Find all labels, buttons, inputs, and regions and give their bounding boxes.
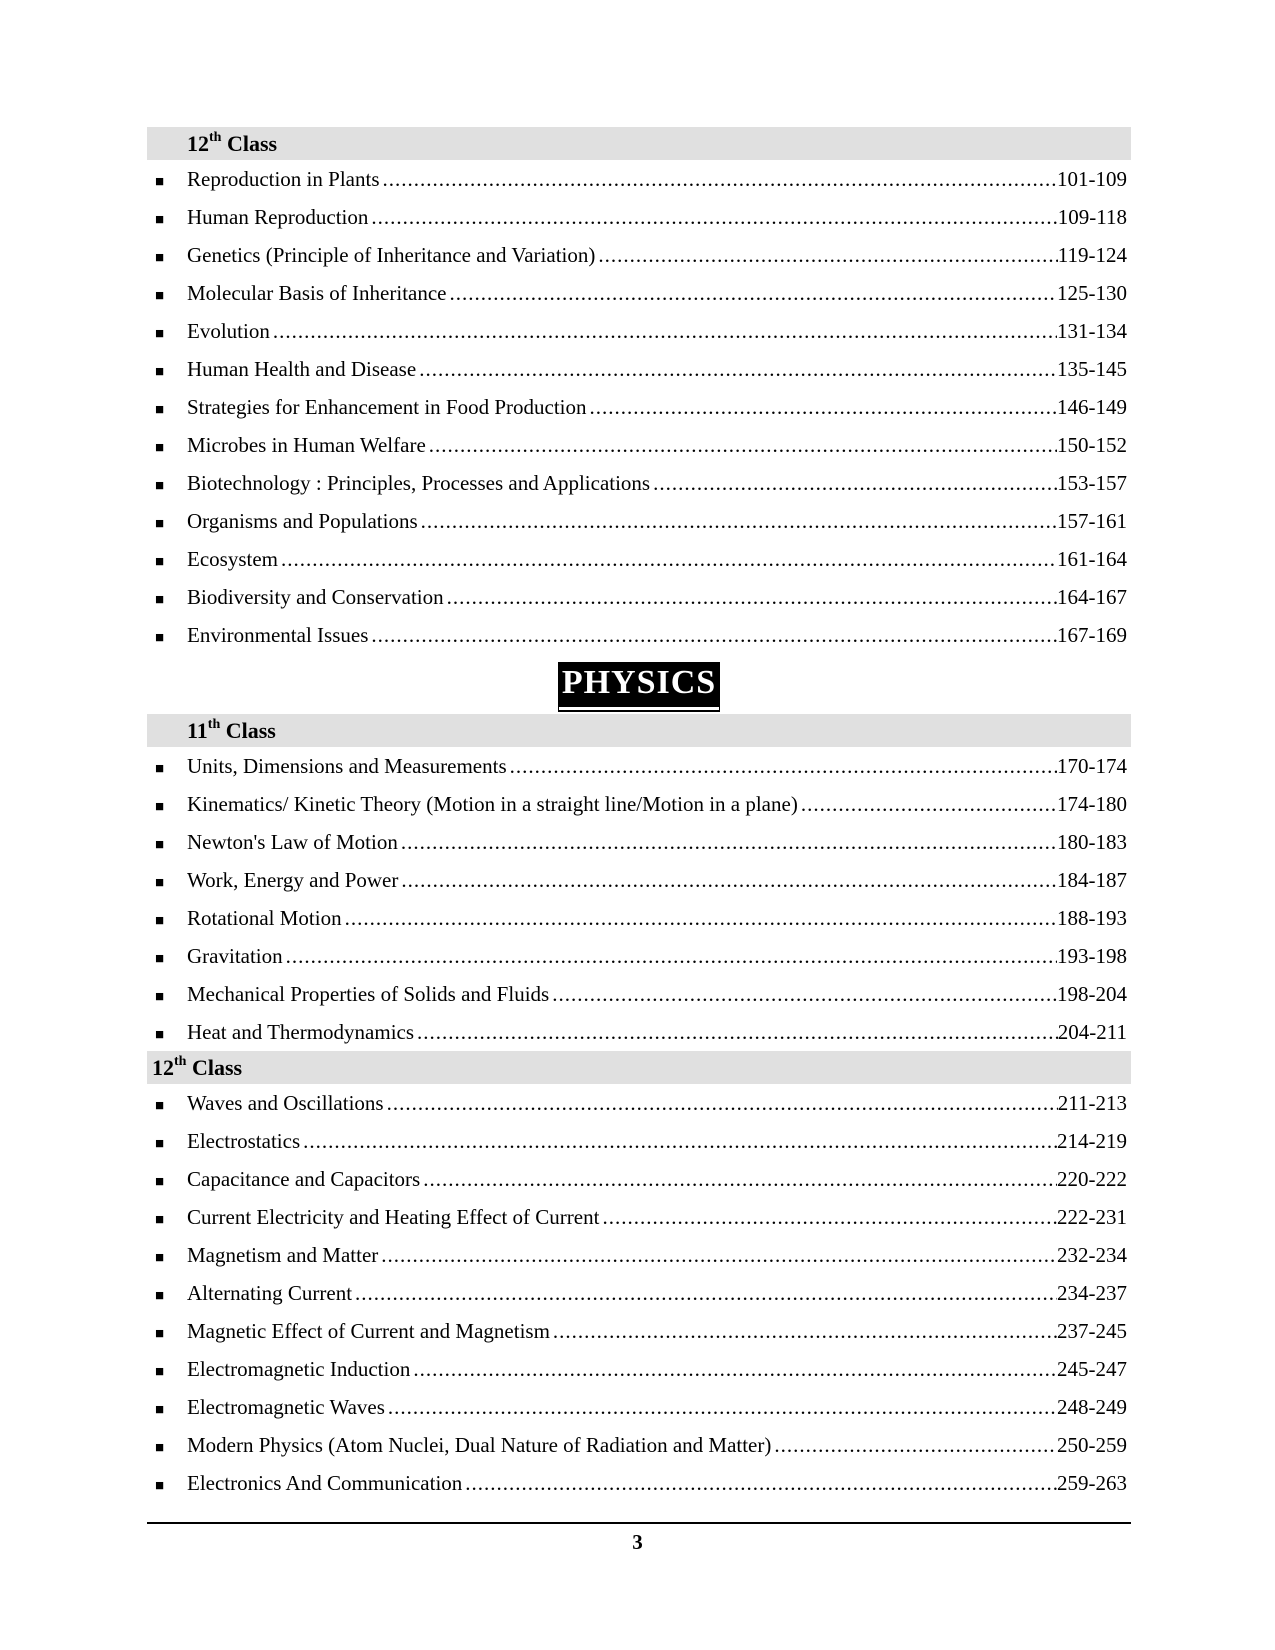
dot-leader xyxy=(599,1198,1057,1236)
footer-divider xyxy=(147,1522,1131,1524)
dot-leader xyxy=(426,426,1057,464)
toc-entry-title: Rotational Motion xyxy=(187,906,342,930)
toc-entry-title: Newton's Law of Motion xyxy=(187,830,398,854)
black-square-icon: ■ xyxy=(155,1326,165,1342)
black-square-icon: ■ xyxy=(155,364,165,380)
dot-leader xyxy=(384,1084,1058,1122)
toc-entry-title: Electrostatics xyxy=(187,1129,301,1153)
toc-entry-title: Organisms and Populations xyxy=(187,509,418,533)
toc-entry-pages: 174-180 xyxy=(1057,792,1127,816)
toc-entry-pages: 119-124 xyxy=(1057,243,1127,267)
toc-entry-pages: 157-161 xyxy=(1057,509,1127,533)
dot-leader xyxy=(385,1388,1057,1426)
toc-entry-pages: 131-134 xyxy=(1057,319,1127,343)
toc-entry xyxy=(147,1350,1131,1388)
dot-leader xyxy=(398,823,1057,861)
toc-entry-pages: 164-167 xyxy=(1057,585,1127,609)
black-square-icon: ■ xyxy=(155,250,165,266)
toc-entry-title: Electronics And Communication xyxy=(187,1471,463,1495)
black-square-icon: ■ xyxy=(155,1098,165,1114)
toc-entry-pages: 232-234 xyxy=(1057,1243,1127,1267)
toc-entry xyxy=(147,785,1131,823)
toc-entry-title: Microbes in Human Welfare xyxy=(187,433,426,457)
toc-entry xyxy=(147,426,1131,464)
toc-entry xyxy=(147,198,1131,236)
toc-entry-title: Evolution xyxy=(187,319,270,343)
toc-entry-pages: 101-109 xyxy=(1057,167,1127,191)
toc-entry-title: Work, Energy and Power xyxy=(187,868,399,892)
toc-entry-title: Units, Dimensions and Measurements xyxy=(187,754,507,778)
black-square-icon: ■ xyxy=(155,630,165,646)
dot-leader xyxy=(418,502,1057,540)
toc-entry-title: Heat and Thermodynamics xyxy=(187,1020,415,1044)
toc-entry-pages: 125-130 xyxy=(1057,281,1127,305)
toc-entry-pages: 237-245 xyxy=(1057,1319,1127,1343)
black-square-icon: ■ xyxy=(155,1288,165,1304)
toc-entry-pages: 188-193 xyxy=(1057,906,1127,930)
toc-entry-title: Human Reproduction xyxy=(187,205,369,229)
toc-entry xyxy=(147,823,1131,861)
toc-entry-title: Ecosystem xyxy=(187,547,278,571)
toc-entry xyxy=(147,350,1131,388)
dot-leader xyxy=(278,540,1057,578)
toc-entry-pages: 109-118 xyxy=(1057,205,1127,229)
toc-entry-pages: 167-169 xyxy=(1057,623,1127,647)
toc-entry xyxy=(147,464,1131,502)
toc-entry xyxy=(147,937,1131,975)
dot-leader xyxy=(420,1160,1057,1198)
black-square-icon: ■ xyxy=(155,837,165,853)
toc-entry-pages: 220-222 xyxy=(1057,1167,1127,1191)
toc-entry-pages: 211-213 xyxy=(1057,1091,1127,1115)
black-square-icon: ■ xyxy=(155,1478,165,1494)
dot-leader xyxy=(398,861,1057,899)
toc-entry-pages: 248-249 xyxy=(1057,1395,1127,1419)
toc-entry-pages: 222-231 xyxy=(1057,1205,1127,1229)
toc-entry xyxy=(147,274,1131,312)
toc-entry xyxy=(147,899,1131,937)
dot-leader xyxy=(462,1464,1057,1502)
dot-leader xyxy=(410,1350,1057,1388)
toc-entry-pages: 135-145 xyxy=(1057,357,1127,381)
toc-entry-pages: 150-152 xyxy=(1057,433,1127,457)
toc-list-physics-12 xyxy=(147,1084,1131,1502)
toc-entry-pages: 198-204 xyxy=(1057,982,1127,1006)
dot-leader xyxy=(798,785,1057,823)
page-number: 3 xyxy=(632,1530,643,1554)
dot-leader xyxy=(300,1122,1057,1160)
black-square-icon: ■ xyxy=(155,592,165,608)
dot-leader xyxy=(549,975,1057,1013)
class-heading-physics-11: 11th Class xyxy=(147,714,1131,747)
toc-entry xyxy=(147,312,1131,350)
black-square-icon: ■ xyxy=(155,516,165,532)
toc-entry xyxy=(147,1013,1131,1051)
subject-title: PHYSICS xyxy=(558,662,720,707)
dot-leader xyxy=(270,312,1057,350)
toc-entry-pages: 170-174 xyxy=(1057,754,1127,778)
black-square-icon: ■ xyxy=(155,402,165,418)
toc-entry-title: Reproduction in Plants xyxy=(187,167,380,191)
toc-entry-title: Strategies for Enhancement in Food Production xyxy=(187,395,587,419)
black-square-icon: ■ xyxy=(155,478,165,494)
black-square-icon: ■ xyxy=(155,1402,165,1418)
toc-entry-title: Current Electricity and Heating Effect of Current xyxy=(187,1205,600,1229)
toc-entry-pages: 234-237 xyxy=(1057,1281,1127,1305)
toc-entry-title: Electromagnetic Waves xyxy=(187,1395,385,1419)
dot-leader xyxy=(342,899,1057,937)
toc-entry xyxy=(147,1274,1131,1312)
dot-leader xyxy=(444,578,1057,616)
toc-entry xyxy=(147,1312,1131,1350)
black-square-icon: ■ xyxy=(155,1250,165,1266)
black-square-icon: ■ xyxy=(155,1212,165,1228)
toc-entry xyxy=(147,388,1131,426)
toc-entry-title: Molecular Basis of Inheritance xyxy=(187,281,447,305)
dot-leader xyxy=(550,1312,1057,1350)
toc-entry-title: Magnetism and Matter xyxy=(187,1243,379,1267)
toc-entry xyxy=(147,1236,1131,1274)
toc-entry xyxy=(147,540,1131,578)
toc-entry xyxy=(147,502,1131,540)
dot-leader xyxy=(368,198,1057,236)
black-square-icon: ■ xyxy=(155,875,165,891)
toc-entry xyxy=(147,1198,1131,1236)
dot-leader xyxy=(447,274,1058,312)
dot-leader xyxy=(380,160,1058,198)
toc-entry-title: Mechanical Properties of Solids and Fluids xyxy=(187,982,550,1006)
black-square-icon: ■ xyxy=(155,212,165,228)
dot-leader xyxy=(414,1013,1058,1051)
black-square-icon: ■ xyxy=(155,1174,165,1190)
toc-entry xyxy=(147,1388,1131,1426)
toc-entry xyxy=(147,1122,1131,1160)
toc-entry xyxy=(147,747,1131,785)
dot-leader xyxy=(771,1426,1057,1464)
black-square-icon: ■ xyxy=(155,1364,165,1380)
dot-leader xyxy=(352,1274,1057,1312)
toc-entry-title: Kinematics/ Kinetic Theory (Motion in a straight line/Motion in a plane) xyxy=(187,792,798,816)
toc-entry-pages: 184-187 xyxy=(1057,868,1127,892)
toc-entry-pages: 161-164 xyxy=(1057,547,1127,571)
toc-entry xyxy=(147,616,1131,654)
black-square-icon: ■ xyxy=(155,288,165,304)
subject-heading-wrap xyxy=(147,654,1131,714)
toc-list-physics-11 xyxy=(147,747,1131,1051)
toc-entry-title: Capacitance and Capacitors xyxy=(187,1167,421,1191)
toc-entry-title: Biodiversity and Conservation xyxy=(187,585,444,609)
toc-entry xyxy=(147,160,1131,198)
toc-entry xyxy=(147,1426,1131,1464)
black-square-icon: ■ xyxy=(155,1440,165,1456)
toc-entry-pages: 250-259 xyxy=(1057,1433,1127,1457)
toc-entry-pages: 259-263 xyxy=(1057,1471,1127,1495)
toc-entry xyxy=(147,1464,1131,1502)
black-square-icon: ■ xyxy=(155,554,165,570)
toc-entry-title: Magnetic Effect of Current and Magnetism xyxy=(187,1319,550,1343)
toc-entry-pages: 204-211 xyxy=(1057,1020,1127,1044)
dot-leader xyxy=(587,388,1057,426)
toc-entry-pages: 146-149 xyxy=(1057,395,1127,419)
black-square-icon: ■ xyxy=(155,174,165,190)
toc-entry xyxy=(147,1160,1131,1198)
toc-entry xyxy=(147,578,1131,616)
black-square-icon: ■ xyxy=(155,799,165,815)
dot-leader xyxy=(507,747,1057,785)
toc-entry xyxy=(147,236,1131,274)
toc-entry-pages: 214-219 xyxy=(1057,1129,1127,1153)
table-of-contents xyxy=(147,127,1131,1502)
toc-entry-title: Human Health and Disease xyxy=(187,357,417,381)
toc-entry-pages: 245-247 xyxy=(1057,1357,1127,1381)
black-square-icon: ■ xyxy=(155,761,165,777)
dot-leader xyxy=(368,616,1057,654)
dot-leader xyxy=(650,464,1057,502)
toc-entry xyxy=(147,1084,1131,1122)
toc-entry-pages: 193-198 xyxy=(1057,944,1127,968)
black-square-icon: ■ xyxy=(155,951,165,967)
class-heading-biology-12: 12th Class xyxy=(147,127,1131,160)
toc-entry xyxy=(147,975,1131,1013)
toc-entry xyxy=(147,861,1131,899)
toc-entry-title: Electromagnetic Induction xyxy=(187,1357,411,1381)
class-heading-physics-12: 12th Class xyxy=(147,1051,1131,1084)
toc-entry-title: Alternating Current xyxy=(187,1281,353,1305)
toc-entry-title: Waves and Oscillations xyxy=(187,1091,384,1115)
toc-entry-pages: 153-157 xyxy=(1057,471,1127,495)
dot-leader xyxy=(378,1236,1057,1274)
dot-leader xyxy=(283,937,1057,975)
black-square-icon: ■ xyxy=(155,440,165,456)
black-square-icon: ■ xyxy=(155,1027,165,1043)
black-square-icon: ■ xyxy=(155,1136,165,1152)
toc-list-biology-12 xyxy=(147,160,1131,654)
toc-entry-title: Biotechnology : Principles, Processes and Applications xyxy=(187,471,651,495)
toc-entry-title: Environmental Issues xyxy=(187,623,369,647)
toc-entry-title: Genetics (Principle of Inheritance and Variation) xyxy=(187,243,596,267)
black-square-icon: ■ xyxy=(155,326,165,342)
dot-leader xyxy=(416,350,1057,388)
dot-leader xyxy=(595,236,1057,274)
black-square-icon: ■ xyxy=(155,913,165,929)
toc-entry-pages: 180-183 xyxy=(1057,830,1127,854)
toc-entry-title: Gravitation xyxy=(187,944,283,968)
toc-entry-title: Modern Physics (Atom Nuclei, Dual Nature of Radiation and Matter) xyxy=(187,1433,772,1457)
black-square-icon: ■ xyxy=(155,989,165,1005)
